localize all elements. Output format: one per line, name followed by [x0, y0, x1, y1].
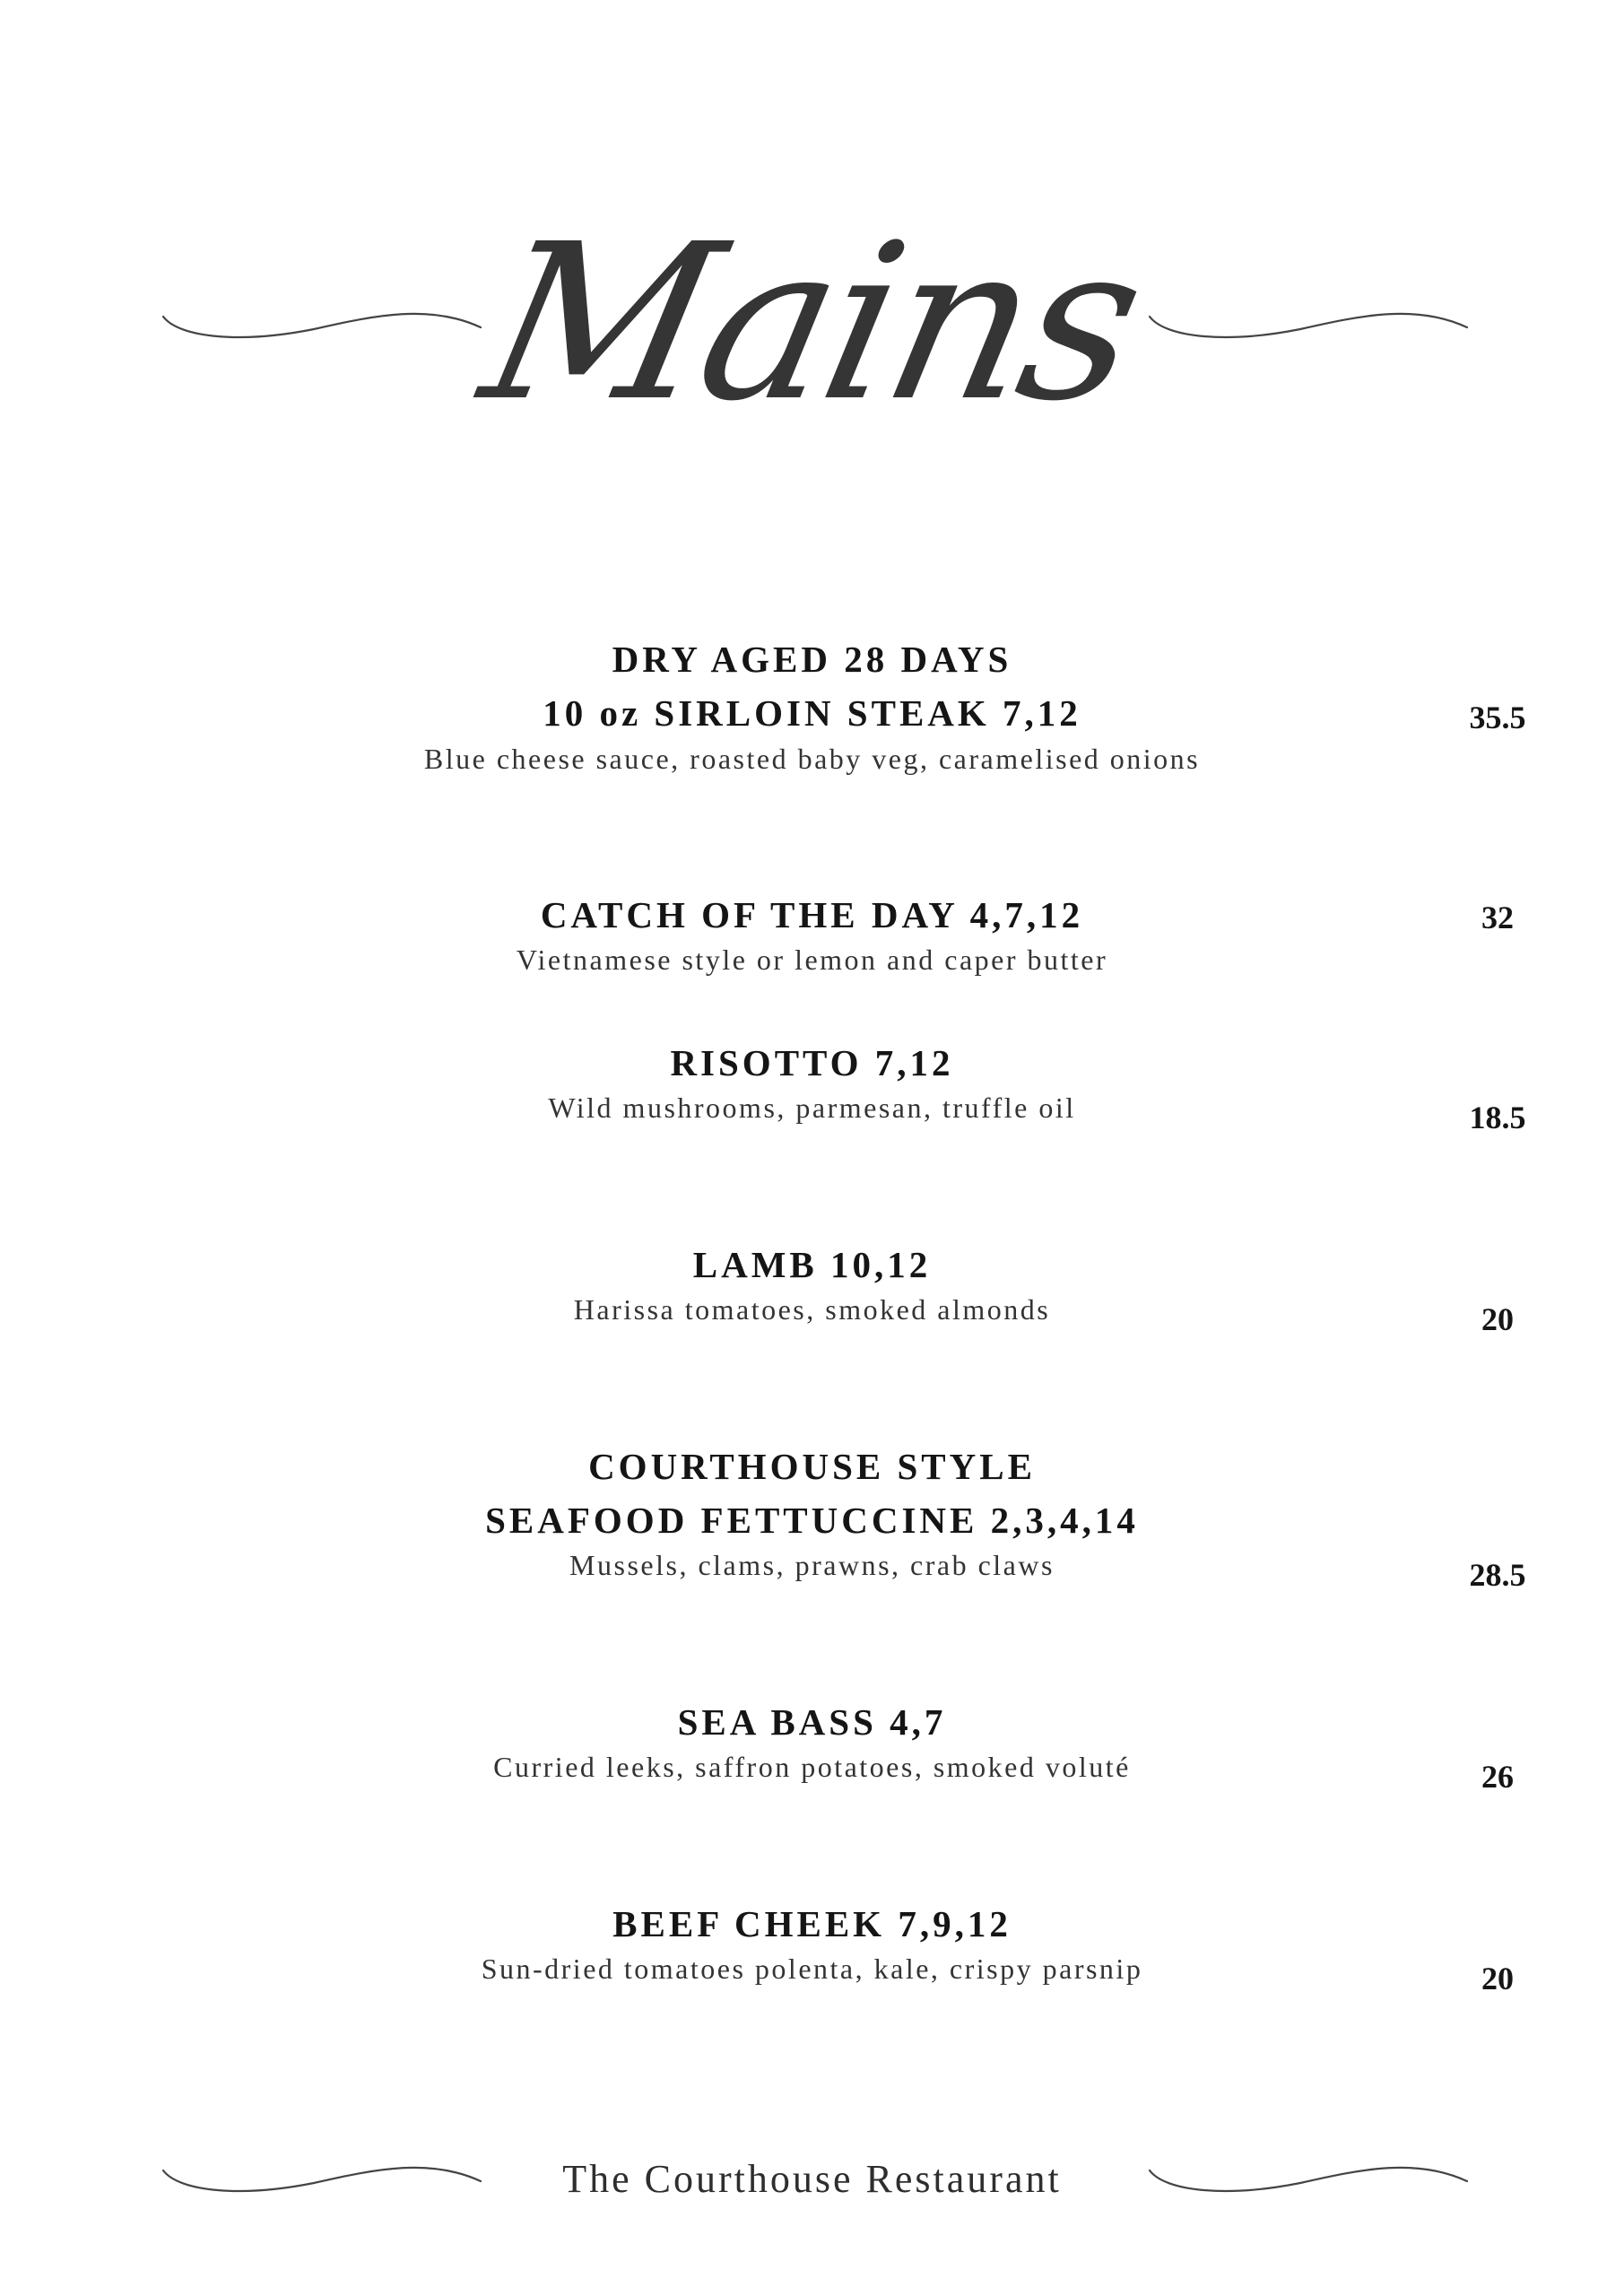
- item-description: Curried leeks, saffron potatoes, smoked voluté: [493, 1751, 1131, 1783]
- restaurant-name: The Courthouse Restaurant: [562, 2157, 1062, 2201]
- item-name-line: BEEF CHEEK 7,9,12: [612, 1903, 1012, 1944]
- item-description: Mussels, clams, prawns, crab claws: [569, 1549, 1055, 1581]
- item-name-line: CATCH OF THE DAY 4,7,12: [540, 894, 1084, 935]
- item-price: 20: [1481, 1301, 1514, 1337]
- item-price: 35.5: [1469, 700, 1526, 735]
- page-title: Mains: [465, 197, 1159, 448]
- right-footer-swash-ornament: [1148, 2154, 1471, 2208]
- item-name-line: LAMB 10,12: [692, 1244, 932, 1285]
- right-swash-ornament: [1148, 300, 1471, 354]
- item-name-line: COURTHOUSE STYLE: [588, 1446, 1036, 1487]
- item-name-line: SEAFOOD FETTUCCINE 2,3,4,14: [485, 1500, 1139, 1541]
- item-price: 20: [1481, 1961, 1514, 1996]
- item-name-line: SEA BASS 4,7: [677, 1701, 947, 1743]
- menu-header: [0, 179, 1624, 475]
- item-name-line: RISOTTO 7,12: [670, 1042, 954, 1083]
- item-price: 26: [1481, 1759, 1514, 1795]
- item-price: 28.5: [1469, 1557, 1526, 1593]
- item-description: Sun-dried tomatoes polenta, kale, crispy parsnip: [481, 1952, 1143, 1985]
- item-price: 32: [1481, 900, 1514, 935]
- item-description: Wild mushrooms, parmesan, truffle oil: [548, 1091, 1076, 1124]
- menu-footer: [0, 2144, 1624, 2215]
- item-description: Blue cheese sauce, roasted baby veg, caramelised onions: [423, 743, 1201, 775]
- item-name-line: DRY AGED 28 DAYS: [612, 639, 1012, 680]
- item-name-line: 10 oz SIRLOIN STEAK 7,12: [543, 692, 1081, 734]
- item-description: Vietnamese style or lemon and caper butter: [516, 944, 1108, 976]
- item-price: 18.5: [1469, 1100, 1526, 1135]
- item-description: Harissa tomatoes, smoked almonds: [573, 1293, 1051, 1326]
